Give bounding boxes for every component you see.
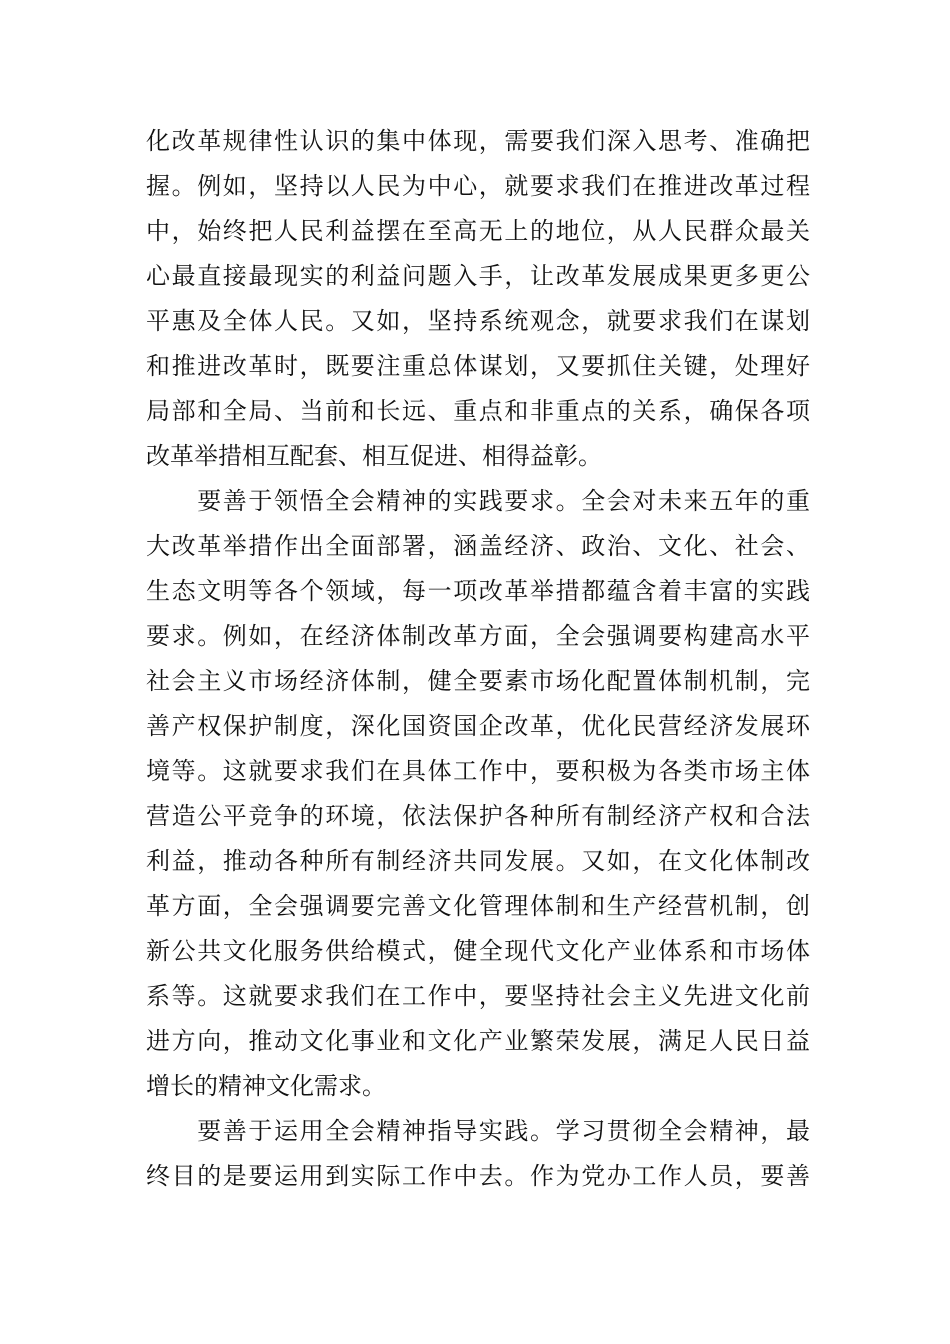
text-line: 大改革举措作出全面部署，涵盖经济、政治、文化、社会、	[146, 532, 810, 560]
text-line: 革方面，全会强调要完善文化管理体制和生产经营机制，创	[146, 892, 810, 920]
text-line: 善产权保护制度，深化国资国企改革，优化民营经济发展环	[146, 712, 810, 740]
text-line: 改革举措相互配套、相互促进、相得益彰。	[146, 442, 602, 470]
text-line: 新公共文化服务供给模式，健全现代文化产业体系和市场体	[146, 937, 810, 965]
text-line: 化改革规律性认识的集中体现，需要我们深入思考、准确把	[146, 127, 810, 155]
text-line: 中，始终把人民利益摆在至高无上的地位，从人民群众最关	[146, 217, 810, 245]
paragraph-first-line: 要善于领悟全会精神的实践要求。全会对未来五年的重	[146, 487, 810, 515]
text-line: 境等。这就要求我们在具体工作中，要积极为各类市场主体	[146, 757, 810, 785]
text-line: 握。例如，坚持以人民为中心，就要求我们在推进改革过程	[146, 172, 810, 200]
text-line: 增长的精神文化需求。	[146, 1072, 386, 1100]
text-line: 营造公平竞争的环境，依法保护各种所有制经济产权和合法	[146, 802, 810, 830]
text-line: 利益，推动各种所有制经济共同发展。又如，在文化体制改	[146, 847, 810, 875]
text-line: 终目的是要运用到实际工作中去。作为党办工作人员，要善	[146, 1162, 810, 1190]
text-line: 社会主义市场经济体制，健全要素市场化配置体制机制，完	[146, 667, 810, 695]
text-line: 要求。例如，在经济体制改革方面，全会强调要构建高水平	[146, 622, 810, 650]
text-line: 生态文明等各个领域，每一项改革举措都蕴含着丰富的实践	[146, 577, 810, 605]
text-line: 进方向，推动文化事业和文化产业繁荣发展，满足人民日益	[146, 1027, 810, 1055]
paragraph-first-line: 要善于运用全会精神指导实践。学习贯彻全会精神，最	[146, 1117, 810, 1145]
text-line: 平惠及全体人民。又如，坚持系统观念，就要求我们在谋划	[146, 307, 810, 335]
text-line: 局部和全局、当前和长远、重点和非重点的关系，确保各项	[146, 397, 810, 425]
text-line: 和推进改革时，既要注重总体谋划，又要抓住关键，处理好	[146, 352, 810, 380]
text-line: 心最直接最现实的利益问题入手，让改革发展成果更多更公	[146, 262, 810, 290]
text-line: 系等。这就要求我们在工作中，要坚持社会主义先进文化前	[146, 982, 810, 1010]
